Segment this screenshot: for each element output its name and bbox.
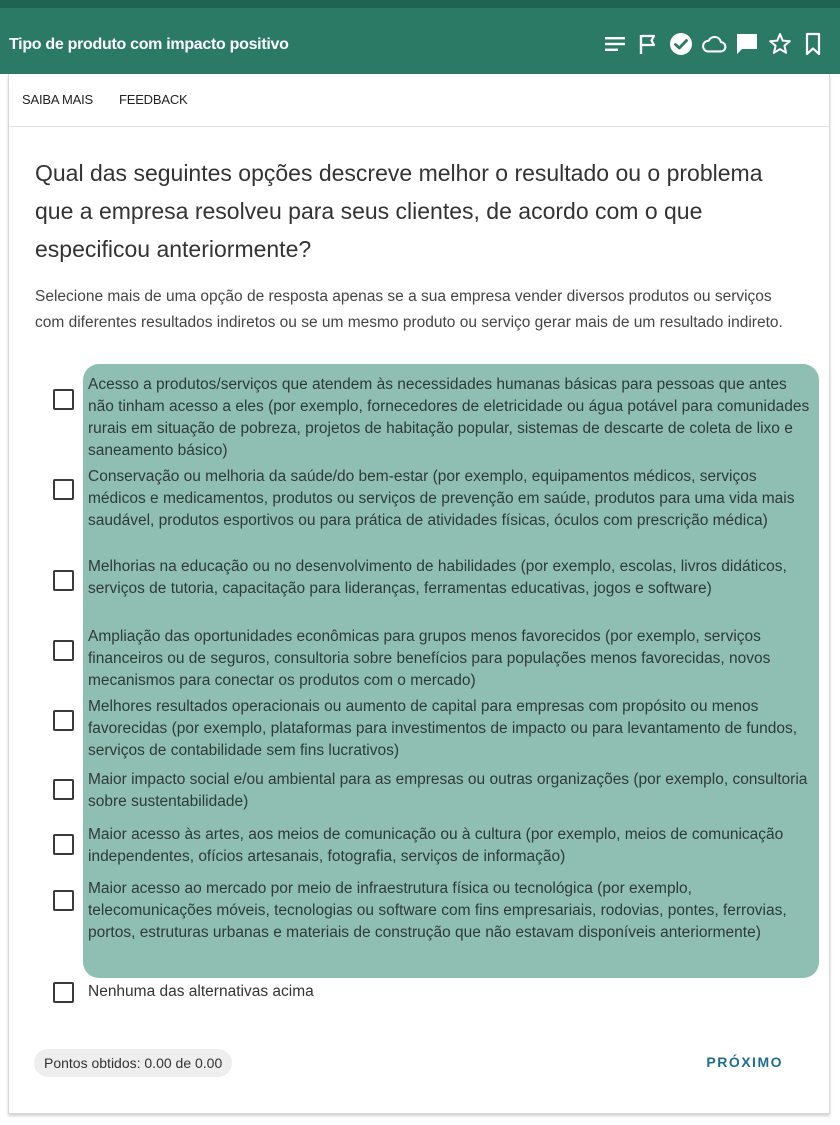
option-checkbox[interactable]	[53, 779, 74, 800]
score-badge: Pontos obtidos: 0.00 de 0.00	[34, 1049, 232, 1077]
question-instructions: Selecione mais de uma opção de resposta apenas se a sua empresa vender diversos produtos ou serviços com diferentes resultados indiretos ou se um mesmo produto ou serviço gerar mais de um resultado indireto.	[35, 288, 783, 331]
option-label: Ampliação das oportunidades econômicas para grupos menos favorecidos (por exemplo, serviços financeiros ou de seguros, consultoria sobre benefícios para populações menos favorecidas, novos mecanismos para conectar os produtos com o mercado)	[88, 628, 771, 689]
option-label: Nenhuma das alternativas acima	[88, 983, 314, 1000]
question-card	[8, 74, 830, 1114]
option-label: Conservação ou melhoria da saúde/do bem-estar (por exemplo, equipamentos médicos, serviços médicos e medicamentos, produtos ou serviços de prevenção em saúde, produtos para uma vida mais saudável, produtos esportivos ou para prática de atividades físicas, óculos com prescrição médica)	[88, 468, 795, 529]
bookmark-icon[interactable]	[800, 31, 826, 57]
next-button[interactable]: PRÓXIMO	[706, 1054, 783, 1070]
option-checkbox[interactable]	[53, 834, 74, 855]
tab-saiba-mais[interactable]: SAIBA MAIS	[22, 92, 93, 107]
option-checkbox[interactable]	[53, 570, 74, 591]
comment-icon[interactable]	[734, 31, 760, 57]
option-checkbox[interactable]	[53, 982, 74, 1003]
star-icon[interactable]	[767, 31, 793, 57]
option-checkbox[interactable]	[53, 389, 74, 410]
tab-feedback[interactable]: FEEDBACK	[119, 92, 188, 107]
option-label: Acesso a produtos/serviços que atendem às necessidades humanas básicas para pessoas que antes não tinham acesso a eles (por exemplo, fornecedores de eletricidade ou água potável para comunidades rurais em situação de pobreza, projetos de habitação popular, sistemas de descarte de coleta de lixo e saneamento básico)	[88, 376, 810, 459]
option-label: Melhorias na educação ou no desenvolvimento de habilidades (por exemplo, escolas, livros didáticos, serviços de tutoria, capacitação para lideranças, ferramentas educativas, jogos e software)	[88, 558, 787, 597]
header-toolbar	[602, 30, 826, 58]
option-label: Maior acesso às artes, aos meios de comunicação ou à cultura (por exemplo, meios de comunicação independentes, ofícios artesanais, fotografia, serviços de informação)	[88, 826, 784, 865]
flag-icon[interactable]	[635, 31, 661, 57]
option-label: Melhores resultados operacionais ou aumento de capital para empresas com propósito ou menos favorecidas (por exemplo, plataformas para investimentos de impacto ou para levantamento de fundos, serviços de contabilidade sem fins lucrativos)	[88, 698, 798, 759]
option-checkbox[interactable]	[53, 479, 74, 500]
option-checkbox[interactable]	[53, 640, 74, 661]
list-icon[interactable]	[602, 31, 628, 57]
option-label: Maior impacto social e/ou ambiental para as empresas ou outras organizações (por exemplo, consultoria sobre sustentabilidade)	[88, 771, 808, 810]
header-top-stripe	[0, 0, 840, 8]
app-header	[0, 0, 840, 74]
option-label: Maior acesso ao mercado por meio de infraestrutura física ou tecnológica (por exemplo, telecomunicações móveis, tecnologias ou software com fins empresariais, rodovias, pontes, ferrovias, portos, estruturas urbanas e materiais de construção que não estavam disponíveis anteriormente)	[88, 880, 787, 941]
check-circle-icon[interactable]	[668, 31, 694, 57]
option-checkbox[interactable]	[53, 710, 74, 731]
tab-bar	[9, 74, 829, 127]
cloud-icon[interactable]	[701, 31, 727, 57]
question-text: Qual das seguintes opções descreve melhor o resultado ou o problema que a empresa resolveu para seus clientes, de acordo com o que especificou anteriormente?	[35, 160, 763, 262]
option-checkbox[interactable]	[53, 890, 74, 911]
page-title: Tipo de produto com impacto positivo	[9, 36, 289, 53]
